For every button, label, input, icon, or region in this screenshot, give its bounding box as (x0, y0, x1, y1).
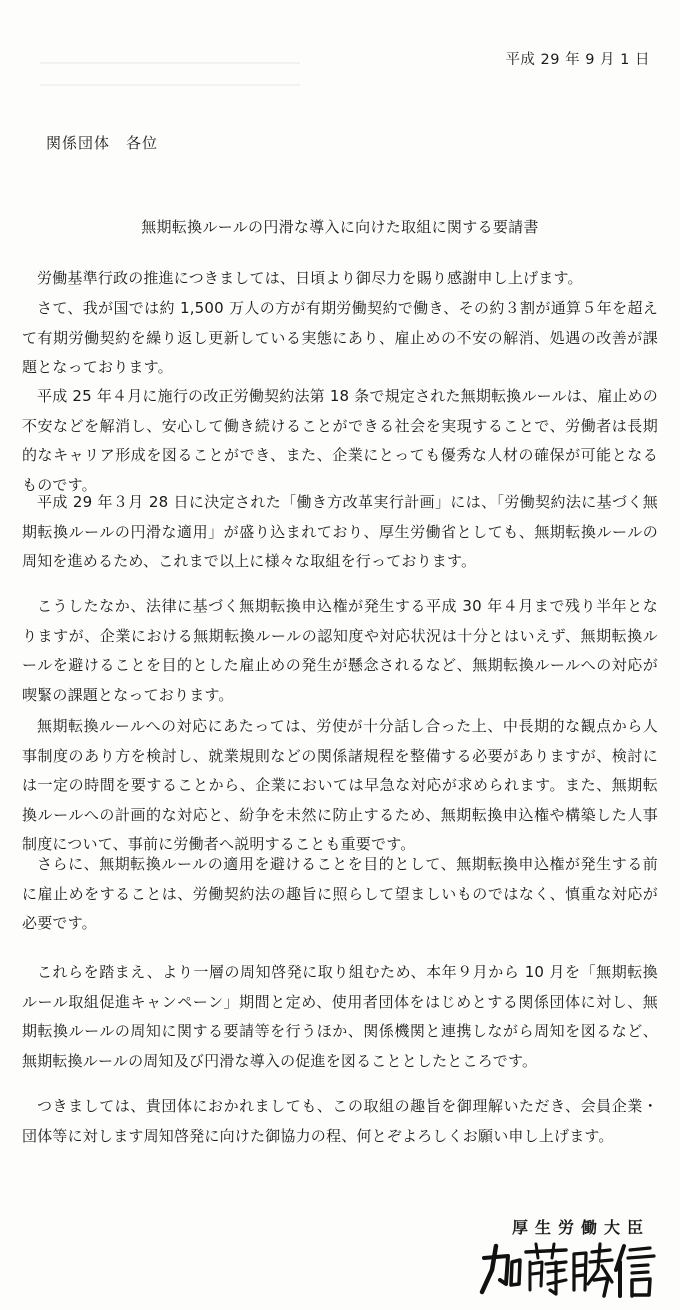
paragraph-greeting: 労働基準行政の推進につきましては、日頃より御尽力を賜り感謝申し上げます。 (37, 269, 583, 287)
signature-graphic (478, 1240, 658, 1302)
paragraph-caution: さらに、無期転換ルールの適用を避けることを目的として、無期転換申込権が発生する前に雇止めをすることは、労働契約法の趣旨に照らして望ましいものではなく、慎重な対応が必要です。 (22, 855, 658, 932)
paragraph-campaign: これらを踏まえ、より一層の周知啓発に取り組むため、本年９月から 10 月を「無期転換ルール取組促進キャンペーン」期間と定め、使用者団体をはじめとする関係団体に対し、無期転換ルールの周知に関する要請等を行うほか、関係機関と連携しながら周知を図るなど、無期転換ルールの周知及び円滑な導入の促進を図ることとしたところです。 (22, 963, 658, 1070)
document-title: 無期転換ルールの円滑な導入に向けた取組に関する要請書 (141, 218, 539, 236)
paragraph-current-situation: こうしたなか、法律に基づく無期転換申込権が発生する平成 30 年４月まで残り半年となりますが、企業における無期転換ルールの認知度や対応状況は十分とはいえず、無期転換ルールを避けることを目的とした雇止めの発生が懸念されるなど、無期転換ルールへの対応が喫緊の課題となっております。 (22, 597, 658, 704)
paragraph-request: つきましては、貴団体におかれましても、この取組の趣旨を御理解いただき、会員企業・団体等に対します周知啓発に向けた御協力の程、何とぞよろしくお願い申し上げます。 (22, 1097, 658, 1145)
document-date: 平成 29 年 9 月 1 日 (505, 52, 650, 68)
handwritten-signature (478, 1240, 658, 1302)
paragraph-rule-overview: 平成 25 年４月に施行の改正労働契約法第 18 条で規定された無期転換ルールは、雇止めの不安などを解消し、安心して働き続けることができる社会を実現することで、労働者は長期的なキャリア形成を図ることができ、また、企業にとっても優秀な人材の確保が可能となるものです。 (22, 387, 658, 494)
addressee: 関係団体 各位 (46, 134, 159, 152)
sender-title: 厚生労働大臣 (511, 1218, 650, 1237)
scan-artifact (40, 62, 300, 64)
scan-artifact (40, 84, 300, 86)
paragraph-action-plan: 平成 29 年３月 28 日に決定された「働き方改革実行計画」には、「労働契約法に基づく無期転換ルールの円滑な適用」が盛り込まれており、厚生労働省としても、無期転換ルールの周知を進めるため、これまで以上に様々な取組を行っております。 (22, 493, 658, 570)
paragraph-response: 無期転換ルールへの対応にあたっては、労使が十分話し合った上、中長期的な観点から人事制度のあり方を検討し、就業規則などの関係諸規程を整備する必要がありますが、検討には一定の時間を要することから、企業においては早急な対応が求められます。また、無期転換ルールへの計画的な対応と、紛争を未然に防止するため、無期転換申込権や構築した人事制度について、事前に労働者へ説明することも重要です。 (22, 717, 658, 853)
paragraph-background: さて、我が国では約 1,500 万人の方が有期労働契約で働き、その約３割が通算５年を超えて有期労働契約を繰り返し更新している実態にあり、雇止めの不安の解消、処遇の改善が課題となっております。 (22, 299, 658, 376)
